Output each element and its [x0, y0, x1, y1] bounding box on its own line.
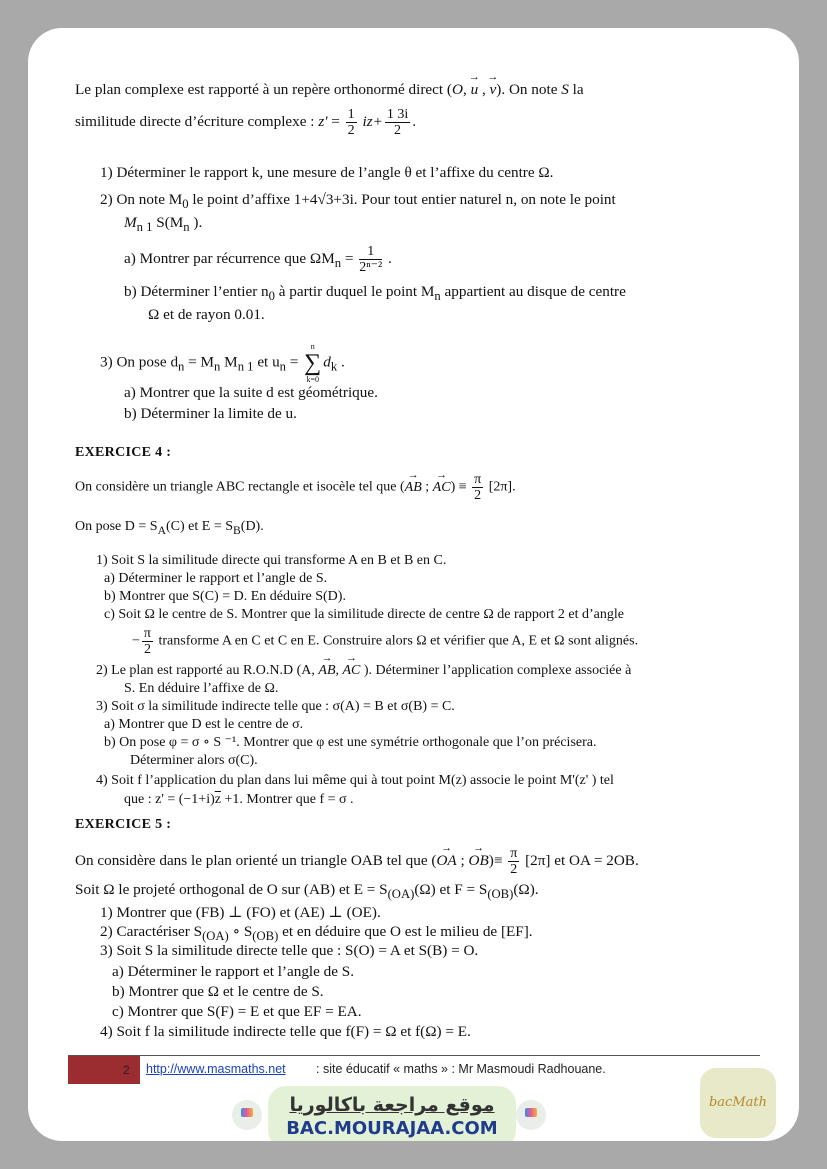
intro-line-1: Le plan complexe est rapporté à un repère orthonormé direct (O, → u , → v). On note S la — [75, 81, 584, 99]
footer-credit: : site éducatif « maths » : Mr Masmoudi Radhouane. — [316, 1062, 606, 1076]
ex4-line-2: On pose $D = S_A(C)$ et $E = S_B(D)$. — [75, 519, 264, 537]
ex5-question-3: 3) Soit S la similitude directe telle que : S(O) = A et S(B) = O. — [100, 942, 479, 959]
ex4-question-1c-cont: − $\frac{\pi}{2}$ transforme A en C et C en E. Construire alors Ω et vérifier que A, E et Ω sont alignés. — [132, 626, 639, 657]
footer-divider — [68, 1055, 760, 1056]
book-logo-icon — [232, 1100, 262, 1130]
ex3-question-2b-cont: Ω et de rayon 0.01. — [148, 306, 265, 323]
banner-site-text: BAC.MOURAJAA.COM — [286, 1118, 498, 1139]
ex5-title: EXERCICE 5 : — [75, 817, 172, 832]
ex5-question-3b: b) Montrer que Ω et le centre de S. — [112, 983, 324, 1000]
ex4-question-1a: a) Déterminer le rapport et l’angle de S. — [104, 571, 328, 586]
ex3-question-2a: a) Montrer par récurrence que $\Omega M_n$ = $\frac{1}{\text{2ⁿ⁻²}}$ . — [124, 244, 392, 275]
ex4-question-4: 4) Soit f l’application du plan dans lui même qui à tout point M(z) associe le point M'(z' ) tel — [96, 773, 614, 788]
document-page — [28, 28, 799, 1141]
ex5-question-3a: a) Déterminer le rapport et l’angle de S. — [112, 963, 355, 980]
ex3-question-3: 3) On pose $d_n = M_n$ $M_{n 1}$ et $u_n$ = n ∑ k=0 $d_k$ . — [100, 342, 345, 384]
ex4-question-4-cont: que : $z' = (-1+i)\overline{z} +1$. Montrer que f = σ . — [124, 792, 354, 807]
ex5-line-1: On considère dans le plan orienté un triangle OAB tel que (→ OA ; → OB)≡ $\frac{\pi}{2}$ [2π] et OA = 2OB. — [75, 846, 639, 877]
ex4-question-1b: b) Montrer que S(C) = D. En déduire S(D). — [104, 589, 346, 604]
ex4-question-3b-cont: Déterminer alors σ(C). — [130, 753, 258, 768]
ex4-question-2-cont: S. En déduire l’affixe de Ω. — [124, 681, 279, 696]
page-number: 2 — [123, 1063, 130, 1077]
site-link[interactable]: http://www.masmaths.net — [146, 1062, 286, 1076]
ex5-question-1: 1) Montrer que (FB) ⊥ (FO) et (AE) ⊥ (OE). — [100, 904, 381, 921]
ex3-question-3a: a) Montrer que la suite d est géométrique. — [124, 384, 378, 401]
ex5-question-4: 4) Soit f la similitude indirecte telle que f(F) = Ω et f(Ω) = E. — [100, 1023, 471, 1040]
ex3-question-2b: b) Déterminer l’entier $n_0$ à partir duquel le point $M_n$ appartient au disque de centre — [124, 283, 626, 304]
ex5-question-2: 2) Caractériser $S_{(OA)}$ ∘ $S_{(OB)}$ et en déduire que O est le milieu de [EF]. — [100, 923, 533, 944]
ex3-question-1: 1) Déterminer le rapport k, une mesure de l’angle θ et l’affixe du centre Ω. — [100, 164, 554, 181]
bacmath-logo: bacMath — [700, 1068, 776, 1138]
watermark-banner[interactable] — [268, 1086, 516, 1141]
ex3-question-3b: b) Déterminer la limite de u. — [124, 405, 297, 422]
ex3-question-2-cont: $M_{n 1}$ $S(M_n$ ). — [124, 214, 203, 235]
ex4-question-3a: a) Montrer que D est le centre de σ. — [104, 717, 304, 732]
ex3-question-2: 2) On note $M_0$ le point d’affixe 1+4√3+3i. Pour tout entier naturel n, on note le point — [100, 191, 616, 212]
ex4-title: EXERCICE 4 : — [75, 445, 172, 460]
ex5-line-2: Soit Ω le projeté orthogonal de O sur (AB) et $E = S_{(OA)}(\Omega)$ et $F = S_{(OB)}(\Omega)$. — [75, 881, 539, 902]
ex4-question-1c: c) Soit Ω le centre de S. Montrer que la similitude directe de centre Ω de rapport 2 et d’angle — [104, 607, 624, 622]
intro-line-2: similitude directe d’écriture complexe : z' = $\frac{1}{2}$ iz+ $\frac{1 3i}{2}$ . — [75, 107, 417, 138]
banner-arabic-text: موقع مراجعة باكالوريا — [289, 1094, 495, 1116]
ex4-question-1: 1) Soit S la similitude directe qui transforme A en B et B en C. — [96, 553, 447, 568]
ex4-question-2: 2) Le plan est rapporté au R.O.N.D (A, → AB, → AC ). Déterminer l’application complexe associée à — [96, 662, 631, 680]
book-logo-icon — [516, 1100, 546, 1130]
ex4-question-3: 3) Soit σ la similitude indirecte telle que : σ(A) = B et σ(B) = C. — [96, 699, 455, 714]
ex4-line-1: On considère un triangle ABC rectangle et isocèle tel que (→ AB ; → AC) ≡ $\frac{\pi}{2}$ [2π]. — [75, 472, 516, 503]
ex4-question-3b: b) On pose φ = σ ∘ S ⁻¹. Montrer que φ est une symétrie orthogonale que l’on précisera. — [104, 735, 597, 750]
ex5-question-3c: c) Montrer que S(F) = E et que EF = EA. — [112, 1003, 362, 1020]
